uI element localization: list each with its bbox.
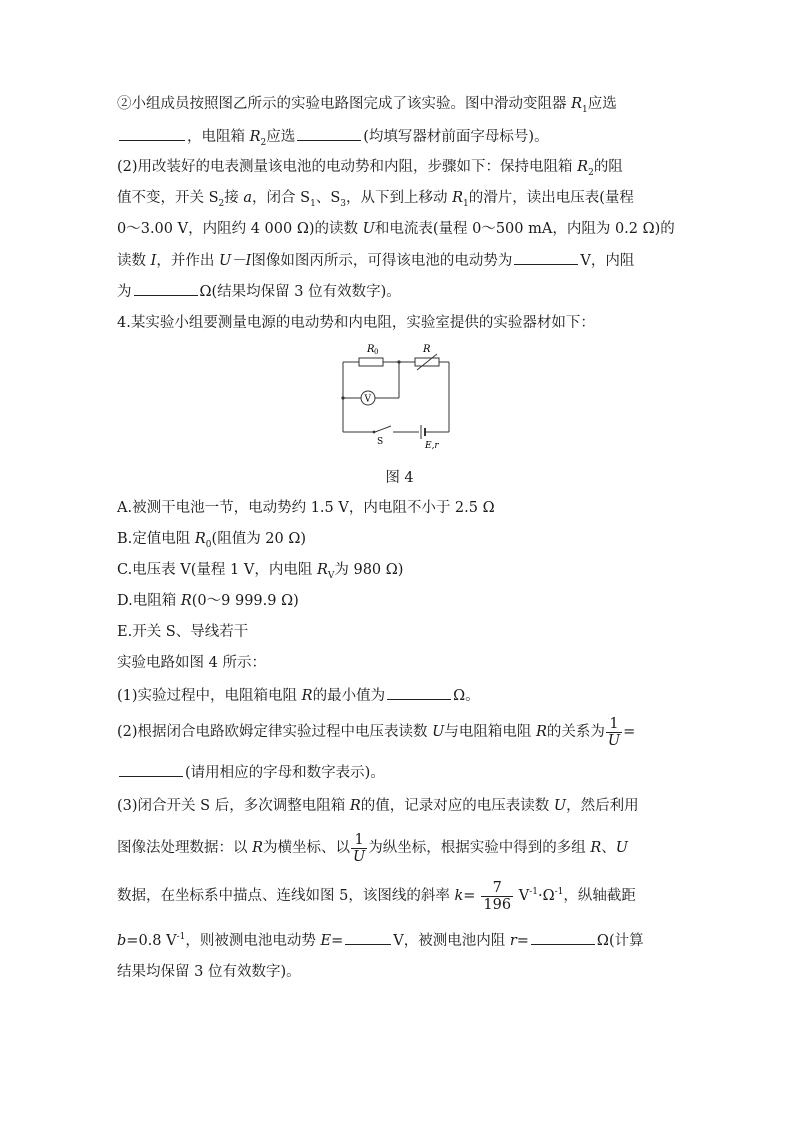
- answer-blank[interactable]: [297, 126, 361, 141]
- text: 图像法处理数据：以: [117, 840, 253, 856]
- numerator: 1: [606, 716, 622, 733]
- text: 值不变，开关 S: [117, 190, 219, 206]
- text: =: [623, 724, 636, 740]
- q3-part2-line-1: [117, 157, 623, 177]
- option-d: [117, 591, 299, 611]
- junction-dot: [397, 360, 400, 363]
- text: =: [463, 888, 476, 904]
- option-c: [117, 560, 403, 580]
- text: 的关系为: [546, 724, 605, 740]
- text: 、: [601, 840, 616, 856]
- text: ，电阻箱: [187, 129, 250, 145]
- symbol: I: [150, 253, 157, 269]
- label-r0: R: [367, 344, 375, 355]
- symbol: R: [249, 129, 261, 145]
- symbol: E: [320, 933, 332, 949]
- text: 应选: [587, 96, 617, 112]
- text: 的阻: [593, 159, 623, 175]
- symbol: U: [432, 724, 445, 740]
- q3-line-1: [117, 94, 617, 114]
- sub-question-3-line-5: 结果均保留 3 位有效数字)。: [117, 964, 301, 980]
- subscript: 0: [205, 539, 212, 550]
- text: 的值，记录对应的电压表读数: [360, 798, 554, 814]
- option-b: [117, 529, 306, 549]
- figure-caption: 图 4: [385, 470, 414, 486]
- answer-blank[interactable]: [134, 281, 198, 296]
- q4-title: 4.某实验小组要测量电源的电动势和内电阻，实验室提供的实验器材如下：: [117, 315, 595, 331]
- subscript: 1: [582, 104, 588, 115]
- text: (2)根据闭合电路欧姆定律实验过程中电压表读数: [117, 724, 433, 740]
- numerator: 7: [481, 880, 513, 897]
- text: V，被测电池内阻: [393, 933, 510, 949]
- symbol: R: [252, 840, 264, 856]
- subscript: V: [327, 570, 335, 581]
- symbol: R: [590, 840, 602, 856]
- symbol: U－I: [218, 253, 252, 269]
- symbol: U: [553, 798, 567, 814]
- resistor-r0: [359, 358, 383, 366]
- text: Ω。: [453, 688, 480, 704]
- answer-blank[interactable]: [531, 930, 595, 945]
- numerator: 1: [351, 832, 367, 849]
- text: 0～3.00 V，内阻约 4 000 Ω)的读数: [117, 221, 363, 237]
- symbol: R: [180, 593, 192, 609]
- symbol: R: [536, 724, 547, 740]
- symbol: R: [571, 96, 583, 112]
- text: ，纵轴截距: [563, 888, 636, 904]
- symbol: r: [509, 933, 517, 949]
- text: (1)实验过程中，电阻箱电阻: [117, 688, 302, 704]
- text: ，则被测电池电动势: [185, 933, 321, 949]
- text: 和电流表(量程 0～500 mA，内阻为 0.2 Ω)的: [374, 221, 675, 237]
- symbol: k: [454, 888, 464, 904]
- text: 与电阻箱电阻: [444, 724, 536, 740]
- text: ②小组成员按照图乙所示的实验电路图完成了该实验。图中滑动变阻器: [117, 96, 572, 112]
- symbol: R: [577, 159, 589, 175]
- sub-question-3-line-2: [117, 830, 628, 866]
- subscript: 2: [218, 198, 225, 209]
- subscript: 1: [310, 198, 316, 209]
- text: B.定值电阻: [117, 531, 195, 547]
- sub-question-3-line-3: [117, 876, 636, 916]
- text: 接: [224, 190, 244, 206]
- text: =0.8 V: [126, 933, 177, 949]
- sub-question-3-line-1: [117, 796, 639, 816]
- switch-pivot: [373, 431, 376, 434]
- q3-part2-line-4: [117, 250, 634, 271]
- sub-question-1: [117, 685, 480, 706]
- symbol: U: [362, 221, 375, 237]
- label-er: E,r: [425, 441, 439, 451]
- fraction-7-over-196: [481, 880, 513, 913]
- option-e: E.开关 S、导线若干: [117, 624, 249, 640]
- q3-part2-line-3: [117, 219, 675, 239]
- text: (0～9 999.9 Ω): [191, 593, 299, 609]
- text: (请用相应的字母和数字表示)。: [185, 765, 385, 781]
- text: ，然后利用: [566, 798, 639, 814]
- text: 的最小值为: [312, 688, 386, 704]
- answer-blank[interactable]: [345, 930, 391, 945]
- label-v: V: [364, 394, 371, 405]
- denominator: 196: [483, 896, 512, 913]
- symbol: b: [117, 933, 127, 949]
- text: 的滑片，读出电压表(量程: [468, 190, 634, 206]
- text: D.电阻箱: [117, 593, 181, 609]
- text: Ω(结果均保留 3 位有效数字)。: [199, 284, 401, 300]
- text: (阻值为 20 Ω): [211, 531, 307, 547]
- text: ·Ω: [537, 888, 555, 904]
- denominator: U: [607, 732, 621, 749]
- q3-part2-line-2: [117, 188, 634, 208]
- text: Ω(计算: [596, 933, 644, 949]
- text: V，内阻: [580, 253, 635, 269]
- symbol: R: [452, 190, 464, 206]
- superscript: -1: [176, 932, 186, 943]
- text: (均填写器材前面字母标号)。: [363, 129, 549, 145]
- answer-blank[interactable]: [119, 762, 183, 777]
- subscript: 2: [260, 137, 267, 148]
- symbol: R: [349, 798, 361, 814]
- junction-dot: [341, 396, 344, 399]
- symbol: R: [194, 531, 206, 547]
- text: C.电压表 V(量程 1 V，内电阻: [117, 562, 317, 578]
- option-a: A.被测干电池一节，电动势约 1.5 V，内电阻不小于 2.5 Ω: [117, 500, 495, 516]
- text: 为 980 Ω): [334, 562, 404, 578]
- label-s: S: [377, 437, 384, 447]
- symbol: U: [615, 840, 629, 856]
- subscript: 3: [340, 198, 346, 209]
- sub-question-2-line-2: [117, 762, 385, 783]
- symbol: R: [316, 562, 328, 578]
- text: ，从下到上移动: [346, 190, 453, 206]
- text: =: [331, 933, 344, 949]
- sub-question-2-line-1: [117, 714, 635, 750]
- symbol: R: [301, 688, 313, 704]
- text: 应选: [266, 129, 296, 145]
- q3-part2-line-5: [117, 281, 401, 302]
- text: =: [516, 933, 529, 949]
- text: 图像如图丙所示，可得该电池的电动势为: [251, 253, 513, 269]
- symbol: a: [243, 190, 253, 206]
- text: 为纵坐标，根据实验中得到的多组: [368, 840, 591, 856]
- text: ，闭合 S: [252, 190, 311, 206]
- fraction-1-over-u: [606, 716, 622, 749]
- text: (3)闭合开关 S 后，多次调整电阻箱: [117, 798, 350, 814]
- superscript: -1: [529, 887, 538, 898]
- answer-blank[interactable]: [119, 126, 185, 141]
- text: ，并作出: [156, 253, 219, 269]
- sub-question-3-line-4: [117, 930, 644, 951]
- text: 为: [117, 284, 132, 300]
- fraction-1-over-u: [351, 832, 367, 865]
- subscript: 1: [463, 198, 469, 209]
- q3-line-2: [117, 126, 549, 147]
- subscript: 2: [588, 167, 594, 178]
- circuit-text: 实验电路如图 4 所示：: [117, 655, 266, 671]
- text: V: [514, 888, 530, 904]
- denominator: U: [353, 848, 366, 865]
- label-r0-subscript: 0: [374, 348, 379, 356]
- answer-blank[interactable]: [387, 685, 451, 700]
- text: 数据，在坐标系中描点、连线如图 5，该图线的斜率: [117, 888, 455, 904]
- circuit-diagram: [337, 340, 457, 451]
- superscript: -1: [554, 887, 564, 898]
- switch: [375, 426, 391, 432]
- label-r: R: [423, 344, 431, 355]
- answer-blank[interactable]: [514, 250, 578, 265]
- text: 为横坐标、以: [263, 840, 351, 856]
- text: 读数: [117, 253, 151, 269]
- text: (2)用改装好的电表测量该电池的电动势和内阻，步骤如下：保持电阻箱: [117, 159, 578, 175]
- text: 、S: [315, 190, 341, 206]
